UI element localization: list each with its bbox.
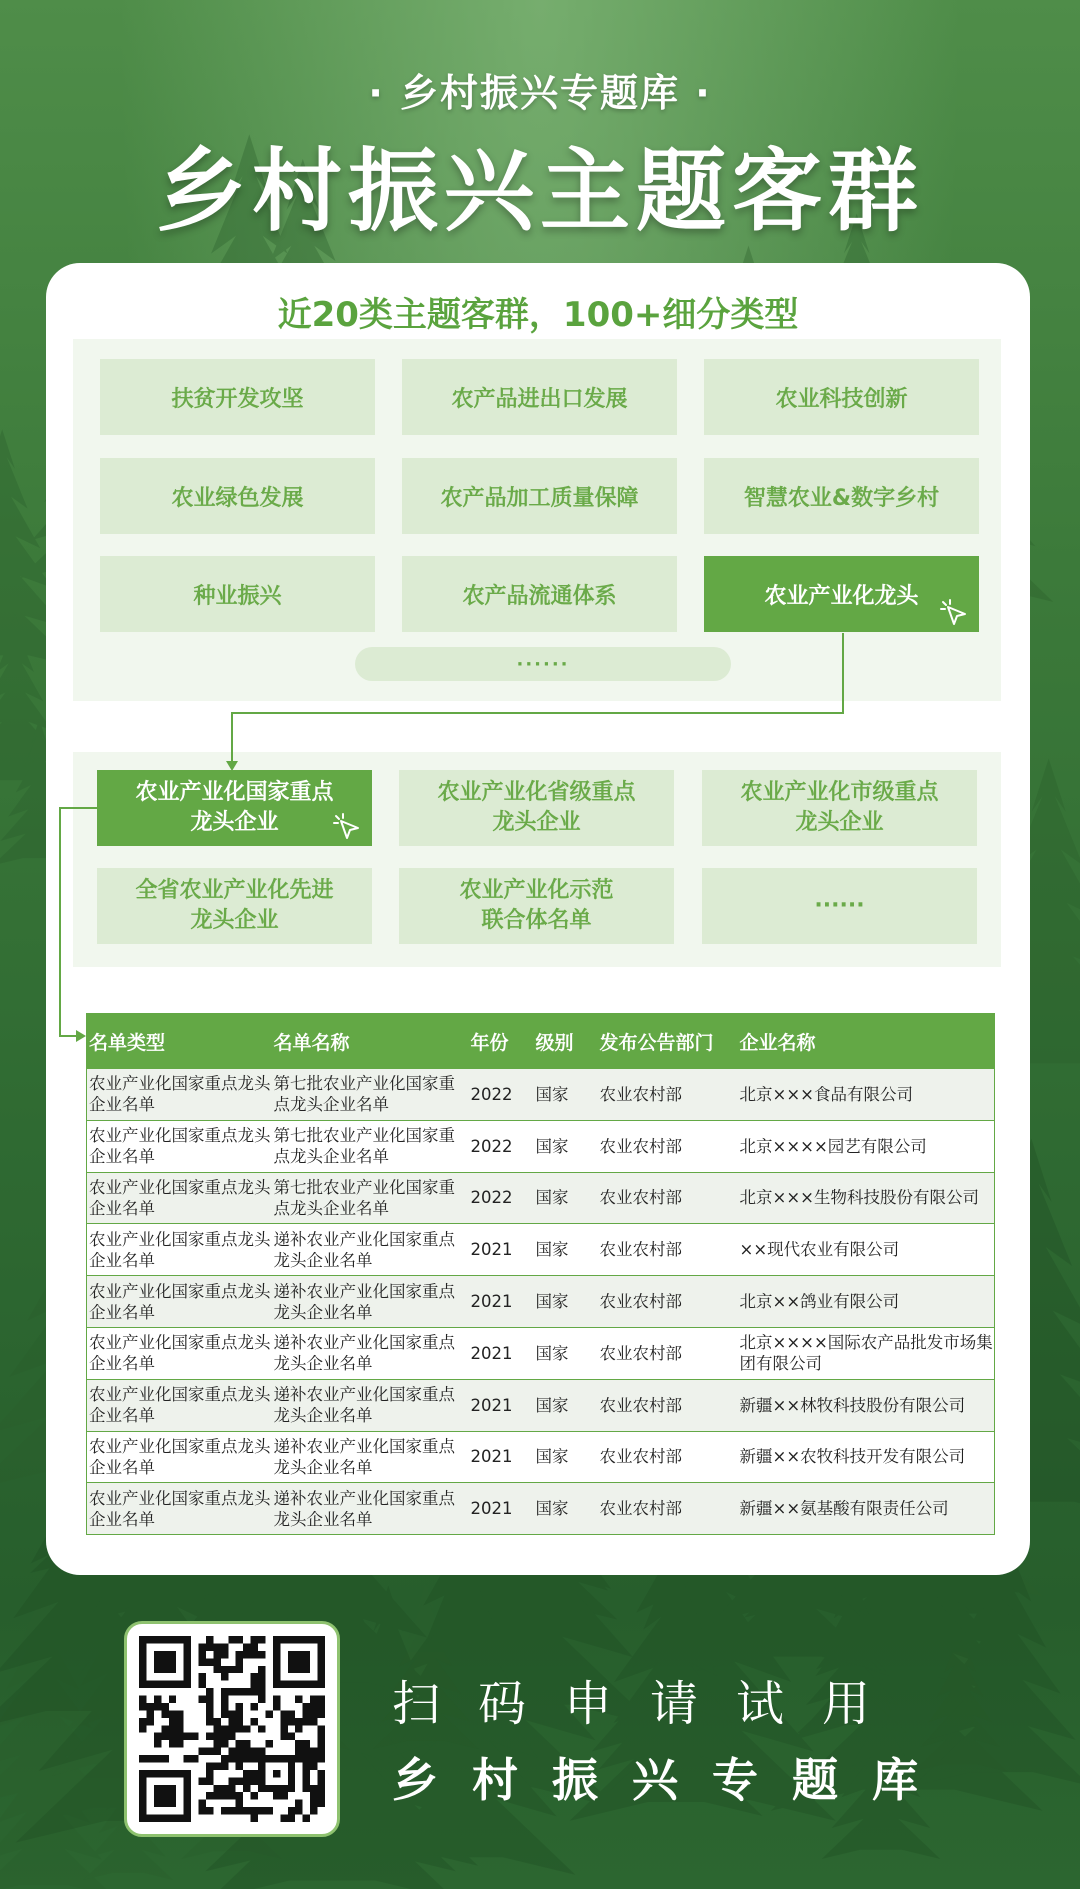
table-cell: 农业农村部 <box>598 1120 738 1172</box>
cta-apply-trial: 扫码申请试用 <box>392 1676 909 1732</box>
table-cell: 农业农村部 <box>598 1379 738 1431</box>
table-row <box>87 1483 995 1535</box>
table-cell: 2021 <box>469 1327 534 1379</box>
table-cell: 递补农业产业化国家重点龙头企业名单 <box>272 1224 469 1276</box>
subcategory-tile[interactable]: 农业产业化示范 联合体名单 <box>399 868 674 944</box>
table-cell: ××现代农业有限公司 <box>738 1224 995 1276</box>
table-cell: 农业产业化国家重点龙头企业名单 <box>87 1327 272 1379</box>
table-cell: 国家 <box>534 1431 598 1483</box>
table-cell: 2021 <box>469 1276 534 1328</box>
content-card <box>46 263 1030 1575</box>
subcategory-tile[interactable]: 全省农业产业化先进 龙头企业 <box>97 868 372 944</box>
table-cell: 北京×××生物科技股份有限公司 <box>738 1172 995 1224</box>
subtitle: · 乡村振兴专题库 · <box>368 71 712 115</box>
category-tile[interactable]: 农产品进出口发展 <box>402 359 677 435</box>
category-tile[interactable]: 农产品加工质量保障 <box>402 458 677 534</box>
table-cell: 递补农业产业化国家重点龙头企业名单 <box>272 1483 469 1535</box>
table-cell: 2021 <box>469 1431 534 1483</box>
table-cell: 国家 <box>534 1224 598 1276</box>
table-row <box>87 1224 995 1276</box>
column-header: 名单名称 <box>272 1014 469 1069</box>
cursor-click-icon <box>939 598 969 628</box>
table-cell: 农业农村部 <box>598 1327 738 1379</box>
table-cell: 新疆××氨基酸有限责任公司 <box>738 1483 995 1535</box>
category-tile[interactable]: 扶贫开发攻坚 <box>100 359 375 435</box>
table-cell: 递补农业产业化国家重点龙头企业名单 <box>272 1379 469 1431</box>
table-cell: 2022 <box>469 1069 534 1121</box>
table-cell: 国家 <box>534 1172 598 1224</box>
table-cell: 2021 <box>469 1483 534 1535</box>
table-cell: 第七批农业产业化国家重点龙头企业名单 <box>272 1069 469 1121</box>
page-title: 乡村振兴主题客群 <box>156 139 924 244</box>
subcategory-tile[interactable]: 农业产业化市级重点 龙头企业 <box>702 770 977 846</box>
table-cell: 农业农村部 <box>598 1172 738 1224</box>
column-header: 企业名称 <box>738 1014 995 1069</box>
table-cell: 农业产业化国家重点龙头企业名单 <box>87 1224 272 1276</box>
subcategory-tile-label: 农业产业化国家重点 龙头企业 <box>135 780 334 835</box>
table-row <box>87 1431 995 1483</box>
category-tile[interactable]: 农业科技创新 <box>704 359 979 435</box>
table-cell: 北京××鸽业有限公司 <box>738 1276 995 1328</box>
table-cell: 农业农村部 <box>598 1431 738 1483</box>
subcategory-tile[interactable]: 农业产业化省级重点 龙头企业 <box>399 770 674 846</box>
table-cell: 北京××××园艺有限公司 <box>738 1120 995 1172</box>
table-cell: 北京××××国际农产品批发市场集团有限公司 <box>738 1327 995 1379</box>
table-cell: 农业产业化国家重点龙头企业名单 <box>87 1172 272 1224</box>
table-cell: 新疆××林牧科技股份有限公司 <box>738 1379 995 1431</box>
subcategory-panel <box>73 752 1001 967</box>
category-tile[interactable]: 农产品流通体系 <box>402 556 677 632</box>
enterprise-list-table <box>86 1013 995 1535</box>
category-tile-active[interactable] <box>704 556 979 632</box>
table-cell: 农业农村部 <box>598 1224 738 1276</box>
column-header: 发布公告部门 <box>598 1014 738 1069</box>
table-cell: 2022 <box>469 1120 534 1172</box>
more-categories-pill[interactable]: ······ <box>355 647 731 681</box>
column-header: 级别 <box>534 1014 598 1069</box>
table-cell: 2022 <box>469 1172 534 1224</box>
table-cell: 农业产业化国家重点龙头企业名单 <box>87 1483 272 1535</box>
table-cell: 第七批农业产业化国家重点龙头企业名单 <box>272 1120 469 1172</box>
table-row <box>87 1172 995 1224</box>
subcategory-tile-active[interactable] <box>97 770 372 846</box>
table-cell: 农业产业化国家重点龙头企业名单 <box>87 1379 272 1431</box>
qr-code <box>124 1621 340 1837</box>
table-cell: 国家 <box>534 1483 598 1535</box>
table-row <box>87 1327 995 1379</box>
card-heading: 近20类主题客群，100+细分类型 <box>277 295 799 335</box>
table-cell: 递补农业产业化国家重点龙头企业名单 <box>272 1431 469 1483</box>
table-row <box>87 1379 995 1431</box>
category-tile[interactable]: 种业振兴 <box>100 556 375 632</box>
table-cell: 国家 <box>534 1120 598 1172</box>
table-cell: 新疆××农牧科技开发有限公司 <box>738 1431 995 1483</box>
table-row <box>87 1276 995 1328</box>
table-cell: 农业农村部 <box>598 1069 738 1121</box>
table-cell: 递补农业产业化国家重点龙头企业名单 <box>272 1276 469 1328</box>
table-cell: 国家 <box>534 1327 598 1379</box>
category-panel <box>73 339 1001 701</box>
table-header-row <box>87 1014 995 1069</box>
table-cell: 第七批农业产业化国家重点龙头企业名单 <box>272 1172 469 1224</box>
table-row <box>87 1120 995 1172</box>
table-row <box>87 1069 995 1121</box>
table-cell: 农业产业化国家重点龙头企业名单 <box>87 1276 272 1328</box>
cta-library-name: 乡村振兴专题库 <box>392 1753 952 1807</box>
table-cell: 农业农村部 <box>598 1483 738 1535</box>
table-cell: 北京×××食品有限公司 <box>738 1069 995 1121</box>
column-header: 名单类型 <box>87 1014 272 1069</box>
table-cell: 国家 <box>534 1276 598 1328</box>
category-tile[interactable]: 农业绿色发展 <box>100 458 375 534</box>
table-cell: 国家 <box>534 1379 598 1431</box>
column-header: 年份 <box>469 1014 534 1069</box>
qr-code-image <box>139 1636 325 1822</box>
table-cell: 农业产业化国家重点龙头企业名单 <box>87 1431 272 1483</box>
table-cell: 2021 <box>469 1224 534 1276</box>
category-tile[interactable]: 智慧农业&数字乡村 <box>704 458 979 534</box>
cursor-click-icon <box>332 812 362 842</box>
subcategory-tile[interactable]: ······ <box>702 868 977 944</box>
table-cell: 农业农村部 <box>598 1276 738 1328</box>
table-cell: 国家 <box>534 1069 598 1121</box>
category-tile-label: 农业产业化龙头 <box>764 583 919 609</box>
table-cell: 农业产业化国家重点龙头企业名单 <box>87 1069 272 1121</box>
table-cell: 递补农业产业化国家重点龙头企业名单 <box>272 1327 469 1379</box>
table-cell: 2021 <box>469 1379 534 1431</box>
table-cell: 农业产业化国家重点龙头企业名单 <box>87 1120 272 1172</box>
